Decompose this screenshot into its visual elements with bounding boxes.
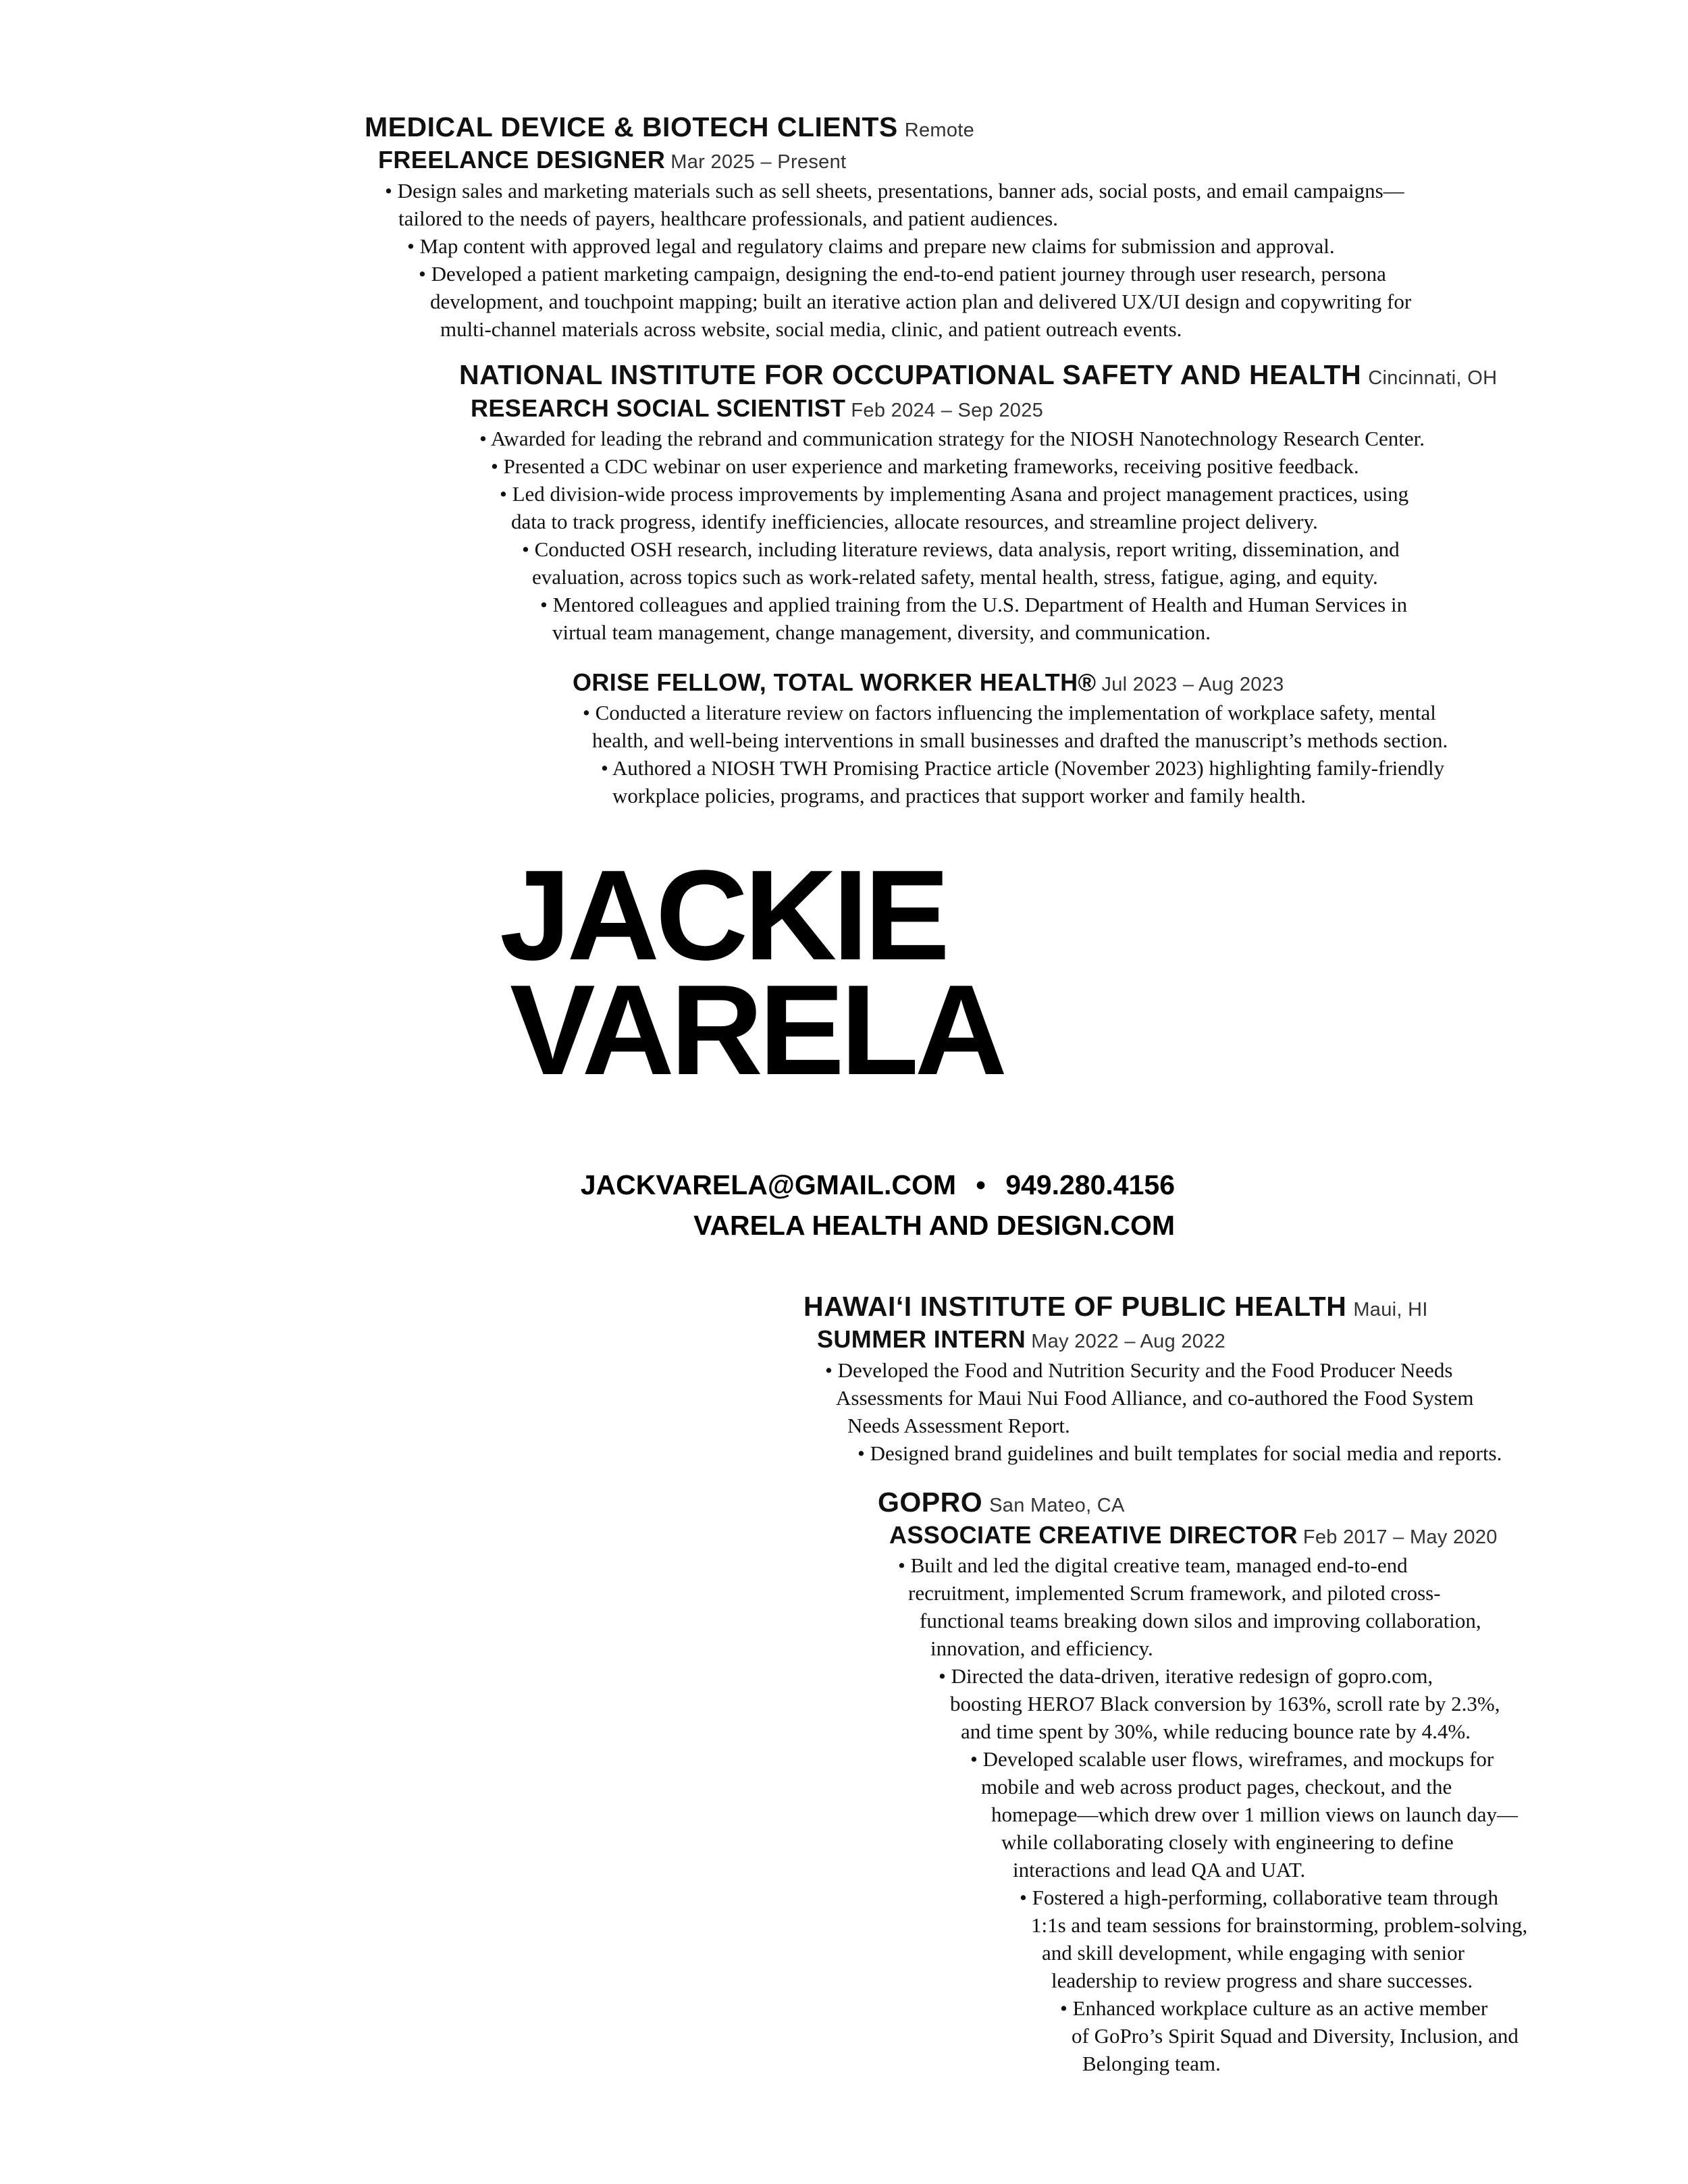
role-heading-gopro <box>889 1521 1498 1549</box>
bullet-line: of GoPro’s Spirit Squad and Diversity, Inclusion, and <box>1072 2024 1519 2048</box>
bullet-line: boosting HERO7 Black conversion by 163%, scroll rate by 2.3%, <box>950 1692 1500 1715</box>
bullet-line: • Directed the data-driven, iterative redesign of gopro.com, <box>939 1664 1433 1688</box>
bullet-line: homepage—which drew over 1 million views on launch day— <box>991 1803 1518 1826</box>
bullet-line: • Presented a CDC webinar on user experience and marketing frameworks, receiving positive feedback. <box>491 454 1359 478</box>
role-dates: Jul 2023 – Aug 2023 <box>1101 674 1284 695</box>
company-name: GOPRO <box>878 1487 983 1518</box>
bullet-line: health, and well-being interventions in small businesses and drafted the manuscript’s methods section. <box>592 728 1448 752</box>
role-title: ASSOCIATE CREATIVE DIRECTOR <box>889 1521 1298 1549</box>
role-title: RESEARCH SOCIAL SCIENTIST <box>471 394 846 422</box>
bullet-line: while collaborating closely with engineering to define <box>1001 1830 1454 1854</box>
bullet-line: interactions and lead QA and UAT. <box>1013 1858 1306 1882</box>
role-dates: Feb 2024 – Sep 2025 <box>851 400 1044 421</box>
contact-line <box>581 1165 1175 1205</box>
bullet-line: virtual team management, change management, diversity, and communication. <box>552 620 1211 644</box>
bullet-line: • Developed a patient marketing campaign, designing the end-to-end patient journey through user research, persona <box>419 262 1386 286</box>
bullet-line: • Enhanced workplace culture as an active member <box>1060 1996 1488 2020</box>
bullet-line: • Led division-wide process improvements by implementing Asana and project management practices, using <box>500 482 1409 506</box>
bullet-line: • Map content with approved legal and regulatory claims and prepare new claims for submission and approval. <box>407 234 1335 258</box>
name-last: VARELA <box>510 959 1004 1102</box>
bullet-line: functional teams breaking down silos and improving collaboration, <box>920 1609 1481 1632</box>
company-name: NATIONAL INSTITUTE FOR OCCUPATIONAL SAFETY AND HEALTH <box>459 359 1362 390</box>
bullet-line: • Conducted a literature review on factors influencing the implementation of workplace safety, mental <box>583 701 1436 724</box>
bullet-line: • Awarded for leading the rebrand and communication strategy for the NIOSH Nanotechnology Research Center. <box>479 427 1425 450</box>
bullet-line: Assessments for Maui Nui Food Alliance, and co-authored the Food System <box>836 1386 1474 1410</box>
company-location: Maui, HI <box>1353 1299 1428 1321</box>
bullet-line: 1:1s and team sessions for brainstorming, problem-solving, <box>1031 1913 1528 1937</box>
role-title: SUMMER INTERN <box>817 1325 1026 1353</box>
bullet-line: • Developed scalable user flows, wireframes, and mockups for <box>970 1747 1494 1771</box>
name-first: JACKIE <box>500 844 946 987</box>
role-heading-niosh <box>471 394 1043 423</box>
bullet-line: innovation, and efficiency. <box>930 1636 1153 1660</box>
company-name: MEDICAL DEVICE & BIOTECH CLIENTS <box>365 111 898 142</box>
bullet-line: • Developed the Food and Nutrition Security and the Food Producer Needs <box>825 1358 1453 1382</box>
bullet-line: • Conducted OSH research, including literature reviews, data analysis, report writing, dissemination, and <box>522 537 1400 561</box>
bullet-line: Needs Assessment Report. <box>847 1414 1070 1437</box>
company-heading-hawaii <box>803 1291 1428 1323</box>
company-heading-niosh <box>459 359 1497 391</box>
role-heading-orise <box>573 668 1284 697</box>
bullet-line: • Designed brand guidelines and built templates for social media and reports. <box>858 1441 1502 1465</box>
bullet-line: workplace policies, programs, and practices that support worker and family health. <box>612 784 1306 807</box>
bullet-line: recruitment, implemented Scrum framework, and piloted cross- <box>908 1581 1441 1605</box>
bullet-line: evaluation, across topics such as work-related safety, mental health, stress, fatigue, aging, and equity. <box>532 565 1378 589</box>
bullet-line: • Authored a NIOSH TWH Promising Practice article (November 2023) highlighting family-friendly <box>601 756 1445 780</box>
bullet-line: multi-channel materials across website, social media, clinic, and patient outreach events. <box>440 317 1182 341</box>
email-link[interactable]: JACKVARELA@GMAIL.COM <box>580 1169 957 1200</box>
phone-link[interactable]: 949.280.4156 <box>1005 1169 1175 1200</box>
bullet-line: • Built and led the digital creative team, managed end-to-end <box>898 1553 1408 1577</box>
role-dates: May 2022 – Aug 2022 <box>1031 1331 1226 1352</box>
bullet-line: mobile and web across product pages, checkout, and the <box>981 1775 1452 1799</box>
role-title: FREELANCE DESIGNER <box>378 146 666 174</box>
bullet-line: and time spent by 30%, while reducing bounce rate by 4.4%. <box>961 1720 1471 1743</box>
website-link[interactable]: VARELA HEALTH AND DESIGN.COM <box>693 1210 1175 1241</box>
bullet-line: Belonging team. <box>1082 2052 1221 2075</box>
company-location: Remote <box>904 119 975 141</box>
company-location: San Mateo, CA <box>989 1495 1125 1516</box>
separator-dot: • <box>976 1169 986 1200</box>
bullet-line: development, and touchpoint mapping; built an iterative action plan and delivered UX/UI design and copywriting for <box>430 290 1412 313</box>
company-name: HAWAIʻI INSTITUTE OF PUBLIC HEALTH <box>803 1291 1347 1322</box>
role-heading-hawaii <box>817 1325 1225 1354</box>
role-dates: Feb 2017 – May 2020 <box>1302 1526 1498 1548</box>
bullet-line: leadership to review progress and share successes. <box>1051 1969 1473 1992</box>
bullet-line: • Design sales and marketing materials such as sell sheets, presentations, banner ads, social posts, and email campaigns— <box>385 179 1404 203</box>
company-location: Cincinnati, OH <box>1368 367 1498 389</box>
bullet-line: • Fostered a high-performing, collaborative team through <box>1020 1886 1499 1909</box>
company-heading-gopro <box>878 1487 1125 1518</box>
role-heading-medical <box>378 146 846 174</box>
role-title: ORISE FELLOW, TOTAL WORKER HEALTH® <box>573 668 1097 696</box>
bullet-line: and skill development, while engaging with senior <box>1042 1941 1465 1965</box>
bullet-line: data to track progress, identify inefficiencies, allocate resources, and streamline project delivery. <box>511 510 1318 533</box>
role-dates: Mar 2025 – Present <box>670 151 847 173</box>
company-heading-medical <box>365 111 974 143</box>
bullet-line: • Mentored colleagues and applied training from the U.S. Department of Health and Human Services in <box>540 593 1408 616</box>
bullet-line: tailored to the needs of payers, healthcare professionals, and patient audiences. <box>398 207 1058 230</box>
